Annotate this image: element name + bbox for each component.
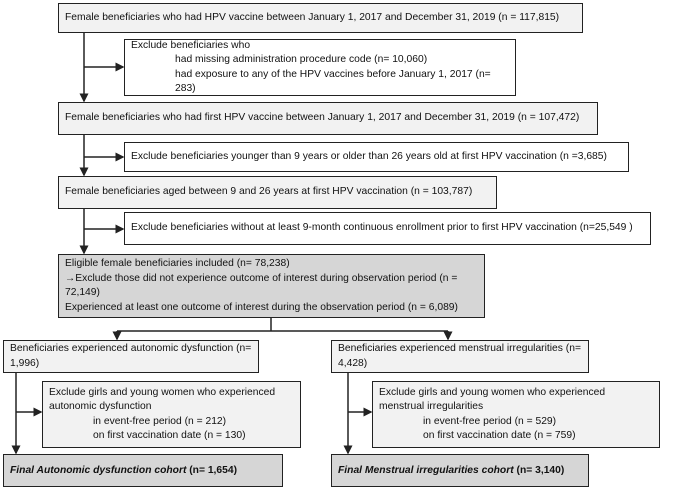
first-vaccine-box bbox=[58, 102, 598, 135]
box-text: Female beneficiaries aged between 9 and 26 years at first HPV vaccination (n = 103,787) bbox=[65, 186, 473, 198]
eligible-line: →Exclude those did not experience outcome of interest during observation period (n = 72,149) bbox=[65, 272, 458, 298]
initial-cohort-box bbox=[58, 3, 583, 33]
final-count: (n= 3,140) bbox=[513, 465, 565, 476]
box-text: Female beneficiaries who had HPV vaccine between January 1, 2017 and December 31, 2019 (n = 117,815) bbox=[65, 11, 560, 23]
exclusion-title: Exclude beneficiaries who bbox=[131, 39, 251, 51]
box-text: Exclude beneficiaries younger than 9 years or older than 26 years old at first HPV vaccination (n =3,685) bbox=[131, 150, 607, 162]
autonomic-branch-box bbox=[3, 340, 259, 373]
exclusion-item: on first vaccination date (n = 759) bbox=[423, 430, 576, 441]
final-label: Final Autonomic dysfunction cohort bbox=[10, 465, 187, 476]
exclusion-item: had exposure to any of the HPV vaccines before January 1, 2017 (n= 283) bbox=[175, 68, 491, 94]
box-text: Beneficiaries experienced autonomic dysfunction (n= 1,996) bbox=[10, 343, 252, 369]
final-menstrual-cohort-box bbox=[331, 454, 589, 487]
exclusion-title: Exclude girls and young women who experienced menstrual irregularities bbox=[379, 386, 606, 412]
exclusion-item: on first vaccination date (n = 130) bbox=[93, 430, 246, 441]
eligible-box bbox=[58, 254, 485, 318]
autonomic-exclusion-box bbox=[42, 381, 301, 448]
age-box bbox=[58, 176, 497, 209]
exclusion-box-2 bbox=[124, 142, 629, 172]
box-text: Exclude beneficiaries without at least 9-month continuous enrollment prior to first HPV vaccination (n=25,549 ) bbox=[131, 222, 633, 234]
exclusion-item: in event-free period (n = 212) bbox=[93, 415, 227, 427]
final-autonomic-cohort-box bbox=[3, 454, 283, 487]
box-text: Female beneficiaries who had first HPV vaccine between January 1, 2017 and December 31, 2019 (n = 107,472) bbox=[65, 112, 580, 124]
exclusion-item: in event-free period (n = 529) bbox=[423, 415, 557, 427]
final-count: (n= 1,654) bbox=[186, 465, 238, 476]
box-text: Beneficiaries experienced menstrual irregularities (n= 4,428) bbox=[338, 343, 581, 369]
final-label: Final Menstrual irregularities cohort bbox=[338, 465, 514, 476]
eligible-line: Experienced at least one outcome of interest during the observation period (n = 6,089) bbox=[65, 301, 458, 313]
menstrual-exclusion-box bbox=[372, 381, 660, 448]
exclusion-title: Exclude girls and young women who experienced autonomic dysfunction bbox=[49, 386, 276, 412]
menstrual-branch-box bbox=[331, 340, 589, 373]
exclusion-item: had missing administration procedure code (n= 10,060) bbox=[175, 54, 428, 65]
exclusion-box-3 bbox=[124, 212, 651, 245]
exclusion-box-1 bbox=[124, 39, 516, 96]
eligible-line: Eligible female beneficiaries included (n= 78,238) bbox=[65, 258, 290, 269]
